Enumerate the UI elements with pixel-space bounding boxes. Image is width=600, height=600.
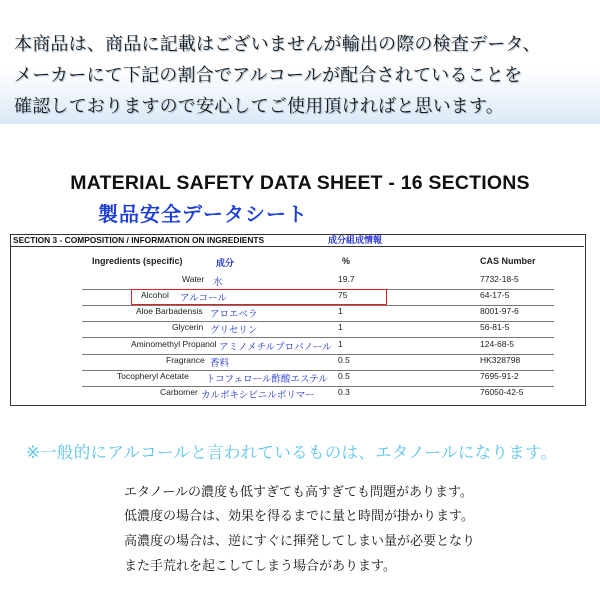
ingredient-name: Glycerin — [172, 322, 204, 332]
header-ingredients-jp: 成分 — [216, 259, 235, 269]
table-row — [10, 371, 584, 387]
intro-line-1: 本商品は、商品に記載はございませんが輸出の際の検査データ、 — [14, 34, 541, 55]
ingredient-cas: 64-17-5 — [480, 290, 510, 300]
ingredient-cas: 56-81-5 — [480, 322, 510, 332]
ingredient-name: Fragrance — [166, 355, 205, 365]
alcohol-highlight-box — [131, 289, 387, 305]
ingredient-name-jp: 香料 — [210, 358, 230, 369]
ingredient-percent: 75 — [338, 290, 348, 300]
section-header — [10, 234, 584, 247]
header-ingredients: Ingredients (specific) — [92, 256, 183, 266]
ingredient-name-jp: グリセリン — [210, 325, 258, 336]
table-row — [10, 355, 584, 371]
ingredient-percent: 1 — [338, 322, 343, 332]
ingredient-name-jp: 水 — [213, 277, 223, 288]
body-line-2: 低濃度の場合は、効果を得るまでに量と時間が掛かります。 — [124, 509, 474, 524]
section-title-jp: 成分組成情報 — [328, 236, 383, 246]
ethanol-note: ※一般的にアルコールと言われているものは、エタノールになります。 — [26, 443, 558, 462]
ingredient-name: Aminomethyl Propanol — [131, 339, 217, 349]
body-line-1: エタノールの濃度も低すぎても高すぎても問題があります。 — [124, 485, 473, 500]
ingredient-name: Tocopheryl Acetate — [117, 371, 189, 381]
ingredient-cas: 8001-97-6 — [480, 306, 519, 316]
ingredient-cas: 7695-91-2 — [480, 371, 519, 381]
table-row — [10, 274, 584, 290]
ingredient-cas: HK328798 — [480, 355, 521, 365]
ingredient-percent: 0.5 — [338, 371, 350, 381]
ingredient-cas: 76050-42-5 — [480, 387, 524, 397]
table-row — [10, 339, 584, 355]
table-row — [10, 387, 584, 403]
ingredient-name-jp: カルボキシビニルポリマー — [201, 390, 315, 401]
table-row — [10, 322, 584, 338]
ingredient-cas: 124-68-5 — [480, 339, 515, 349]
ingredient-percent: 1 — [338, 339, 343, 349]
ingredients-sheet — [10, 234, 588, 410]
ingredient-name-jp: トコフェロール酢酸エステル — [206, 374, 328, 385]
table-row — [10, 306, 584, 322]
table-header-row — [10, 256, 584, 272]
body-line-3: 高濃度の場合は、逆にすぐに揮発してしまい量が必要となり — [124, 534, 476, 549]
intro-line-3: 確認しておりますので安心してご使用頂ければと思います。 — [14, 96, 504, 117]
ingredient-name: Carbomer — [160, 387, 198, 397]
ingredient-percent: 1 — [338, 306, 343, 316]
ingredient-percent: 0.5 — [338, 355, 350, 365]
ingredient-name-jp: アロエベラ — [210, 309, 258, 320]
msds-title: MATERIAL SAFETY DATA SHEET - 16 SECTIONS — [70, 172, 530, 194]
ingredient-percent: 19.7 — [338, 274, 355, 284]
header-cas: CAS Number — [480, 256, 536, 266]
ingredient-name-jp: アルコール — [180, 293, 227, 304]
ingredient-cas: 7732-18-5 — [480, 274, 519, 284]
ingredient-name: Aloe Barbadensis — [136, 306, 203, 316]
ingredient-name-jp: アミノメチルプロパノール — [219, 342, 332, 353]
header-percent: % — [342, 256, 351, 266]
msds-subtitle: 製品安全データシート — [98, 202, 308, 226]
body-line-4: また手荒れを起こしてしまう場合があります。 — [124, 559, 396, 574]
row-rule — [82, 337, 554, 338]
ingredient-percent: 0.3 — [338, 387, 350, 397]
section-title: SECTION 3 - COMPOSITION / INFORMATION ON INGREDIENTS — [13, 235, 265, 245]
intro-line-2: メーカーにて下記の割合でアルコールが配合されていることを — [14, 65, 523, 86]
ingredient-name: Alcohol — [141, 290, 169, 300]
intro-panel — [0, 0, 600, 124]
ingredient-name: Water — [182, 274, 205, 284]
